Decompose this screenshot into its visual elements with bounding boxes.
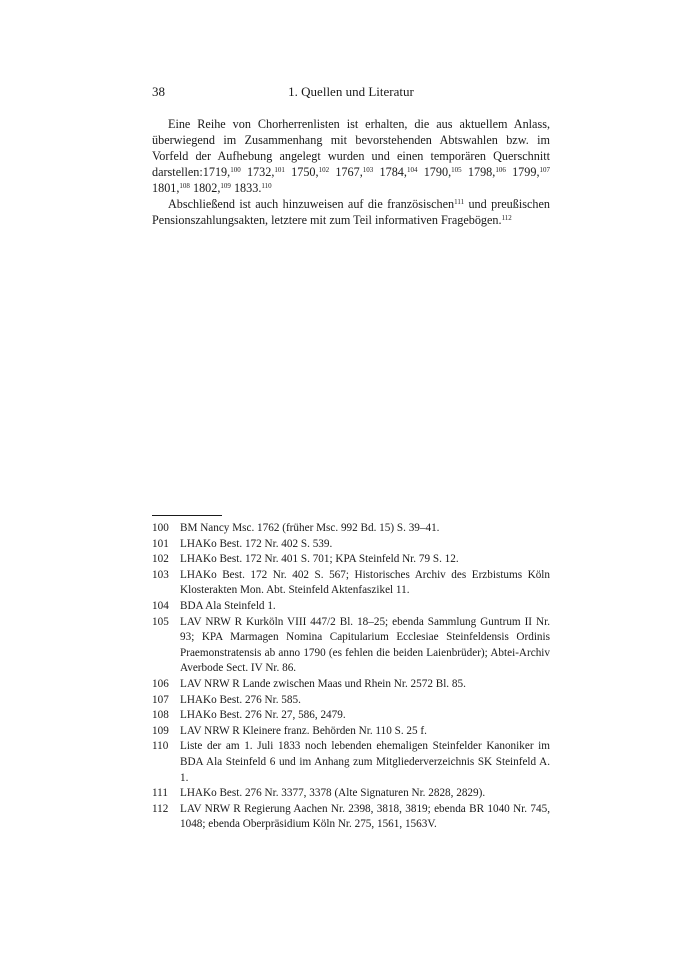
paragraph-pensionszahlungsakten xyxy=(152,196,550,228)
footnote xyxy=(152,521,550,537)
footnote-ref-112[interactable]: 112 xyxy=(501,214,512,222)
footnote-ref-100[interactable]: 100 xyxy=(230,166,241,174)
footnote-number: 107 xyxy=(152,693,169,706)
paragraph-chorherrenlisten xyxy=(152,116,550,196)
text-run: 1767, xyxy=(329,165,363,179)
footnote-ref-103[interactable]: 103 xyxy=(362,166,374,174)
footnote xyxy=(152,677,550,693)
body-text xyxy=(152,116,550,228)
footnote-text: LHAKo Best. 172 Nr. 401 S. 701; KPA Steinfeld Nr. 79 S. 12. xyxy=(180,553,459,566)
footnote xyxy=(152,708,550,724)
footnote-number: 100 xyxy=(152,522,169,534)
footnote-number: 106 xyxy=(152,677,169,690)
text-run: 1784, xyxy=(373,165,407,179)
footnote-ref-109[interactable]: 109 xyxy=(220,182,231,190)
footnote-text: Liste der am 1. Juli 1833 noch lebenden ehemaligen Steinfelder Kanoniker im BDA Ala Steinfeld 6 und im Anhang zum Mitgliederverzeichnis SK Steinfeld A. 1. xyxy=(180,740,550,784)
text-run: 1801, xyxy=(152,181,180,195)
text-run: 1798, xyxy=(461,165,496,179)
footnote xyxy=(152,693,550,709)
footnote-number: 103 xyxy=(152,568,169,581)
footnote-separator xyxy=(152,515,222,516)
footnote xyxy=(152,786,550,802)
footnote xyxy=(152,739,550,786)
footnote-text: BM Nancy Msc. 1762 (früher Msc. 992 Bd. 15) S. 39–41. xyxy=(180,522,440,534)
footnote-text: LHAKo Best. 276 Nr. 3377, 3378 (Alte Signaturen Nr. 2828, 2829). xyxy=(180,787,486,800)
footnote-number: 105 xyxy=(152,615,169,628)
footnote xyxy=(152,568,550,599)
footnotes xyxy=(152,521,550,833)
footnote-ref-111[interactable]: 111 xyxy=(454,198,465,206)
footnote-text: LHAKo Best. 172 Nr. 402 S. 539. xyxy=(180,537,333,550)
footnote xyxy=(152,599,550,615)
footnote-number: 101 xyxy=(152,537,169,550)
footnote-text: LAV NRW R Kleinere franz. Behörden Nr. 110 S. 25 f. xyxy=(180,724,427,737)
text-run: 1732, xyxy=(240,165,275,179)
footnote-ref-108[interactable]: 108 xyxy=(179,182,190,190)
footnote-text: LAV NRW R Lande zwischen Maas und Rhein Nr. 2572 Bl. 85. xyxy=(180,677,466,690)
footnote xyxy=(152,615,550,677)
footnote-number: 111 xyxy=(152,787,168,800)
footnote-ref-106[interactable]: 106 xyxy=(495,166,506,174)
footnote-text: LHAKo Best. 276 Nr. 27, 586, 2479. xyxy=(180,709,346,722)
footnote xyxy=(152,552,550,568)
footnote-text: BDA Ala Steinfeld 1. xyxy=(180,599,276,612)
footnote-text: LAV NRW R Regierung Aachen Nr. 2398, 3818, 3819; ebenda BR 1040 Nr. 745, 1048; ebenda Oberpräsidium Köln Nr. 275, 1561, 1563V. xyxy=(180,802,550,831)
footnote-ref-107[interactable]: 107 xyxy=(539,166,550,174)
text-run: Eine Reihe von Chorherrenlisten ist erhalten, die aus aktuellem Anlass, überwiegend im Zusammenhang mit bevorstehenden Abtswahlen bzw. im Vorfeld der Aufhebung angelegt wurden und einen temporären Querschnitt darstellen:1719, xyxy=(152,117,550,179)
footnote-ref-105[interactable]: 105 xyxy=(451,166,462,174)
footnote-ref-101[interactable]: 101 xyxy=(274,166,285,174)
footnote-number: 110 xyxy=(152,740,169,753)
footnote-text: LAV NRW R Kurköln VIII 447/2 Bl. 18–25; ebenda Sammlung Guntrum II Nr. 93; KPA Marmagen Nomina Capitularium Ecclesiae Steinfeldensis Ordinis Praemonstratensis ab anno 1790 (es fehlen die beiden Laienbrüder); Abtei-Archiv Averbode Sect. IV Nr. 86. xyxy=(180,615,550,675)
footnote xyxy=(152,537,550,553)
footnote-text: LHAKo Best. 172 Nr. 402 S. 567; Historisches Archiv des Erzbistums Köln Klosterakten Mon. Abt. Steinfeld Aktenfaszikel 11. xyxy=(180,568,550,597)
text-run: Abschließend ist auch hinzuweisen auf die französischen xyxy=(168,197,455,211)
section-title: 1. Quellen und Literatur xyxy=(288,84,414,99)
footnote-ref-102[interactable]: 102 xyxy=(318,166,330,174)
footnote-text: LHAKo Best. 276 Nr. 585. xyxy=(180,693,301,706)
text-run: 1802, xyxy=(189,181,221,195)
footnote xyxy=(152,802,550,833)
footnote xyxy=(152,724,550,740)
text-run: 1833. xyxy=(230,181,262,195)
footnote-ref-104[interactable]: 104 xyxy=(406,166,418,174)
footnote-ref-110[interactable]: 110 xyxy=(261,182,272,190)
footnote-number: 108 xyxy=(152,709,169,722)
footnote-number: 102 xyxy=(152,553,169,566)
text-run: 1790, xyxy=(417,165,452,179)
text-run: und preußischen Pensionszahlungsakten, letztere mit zum Teil informativen Fragebögen. xyxy=(152,197,550,227)
footnote-number: 104 xyxy=(152,599,169,612)
footnote-number: 112 xyxy=(152,802,169,815)
page-number: 38 xyxy=(152,84,165,99)
text-run: 1750, xyxy=(284,165,319,179)
text-run: 1799, xyxy=(505,165,540,179)
footnote-number: 109 xyxy=(152,724,169,737)
